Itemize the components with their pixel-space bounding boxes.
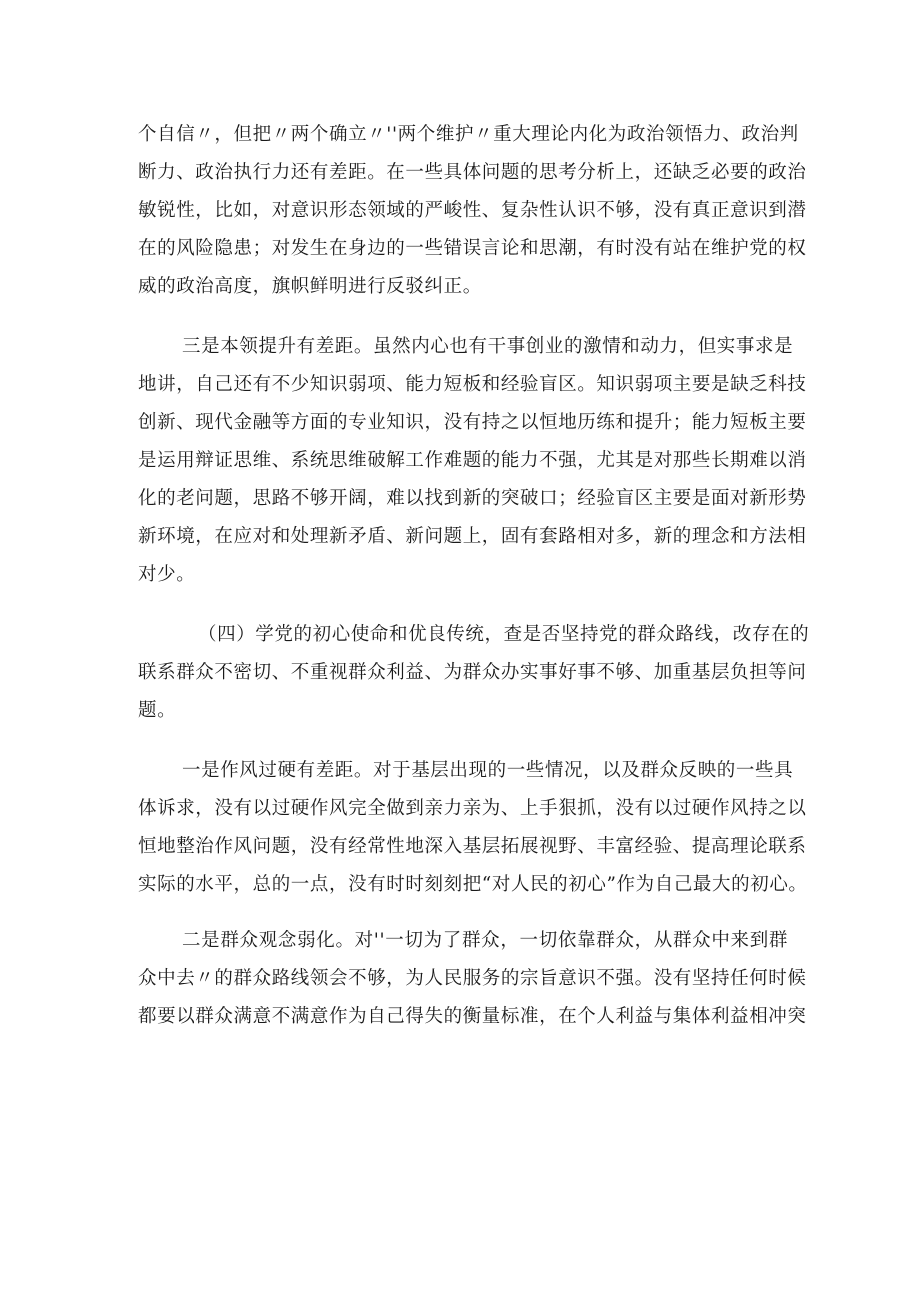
text-line: 威的政治高度，旗帜鲜明进行反驳纠正。 <box>138 276 482 297</box>
text-line: 在的风险隐患；对发生在身边的一些错误言论和思潮，有时没有站在维护党的权 <box>138 238 807 259</box>
text-line: 实际的水平，总的一点，没有时时刻刻把“对人民的初心”作为自己最大的初心。 <box>138 874 808 895</box>
text-line: 地讲，自己还有不少知识弱项、能力短板和经验盲区。知识弱项主要是缺乏科技 <box>138 374 807 395</box>
text-line: 新环境，在应对和处理新矛盾、新问题上，固有套路相对多，新的理念和方法相 <box>138 526 807 547</box>
text-line: 是运用辩证思维、系统思维破解工作难题的能力不强，尤其是对那些长期难以消 <box>138 450 807 471</box>
text-line: 联系群众不密切、不重视群众利益、为群众办实事好事不够、加重基层负担等问 <box>138 662 807 683</box>
paragraph-section-four-heading <box>138 616 810 730</box>
text-line: 敏锐性，比如，对意识形态领域的严峻性、复杂性认识不够，没有真正意识到潜 <box>138 200 807 221</box>
document-body <box>138 116 810 1036</box>
text-line: 题。 <box>138 700 177 721</box>
paragraph-work-style <box>138 752 808 904</box>
text-line: 创新、现代金融等方面的专业知识，没有持之以恒地历练和提升；能力短板主要 <box>138 412 807 433</box>
text-line: 都要以群众满意不满意作为自己得失的衡量标准，在个人利益与集体利益相冲突 <box>138 1006 807 1027</box>
text-line: 个自信〃，但把〃两个确立〃''两个维护〃重大理论内化为政治领悟力、政治判 <box>138 124 799 145</box>
text-line: 体诉求，没有以过硬作风完全做到亲力亲为、上手狠抓，没有以过硬作风持之以 <box>138 798 807 819</box>
paragraph-mass-concept <box>138 922 807 1036</box>
text-line: 恒地整治作风问题，没有经常性地深入基层拓展视野、丰富经验、提高理论联系 <box>138 836 807 857</box>
text-line: 三是本领提升有差距。虽然内心也有干事创业的激情和动力，但实事求是 <box>182 336 794 357</box>
paragraph-political-judgment <box>138 116 807 306</box>
text-line: （四）学党的初心使命和优良传统，查是否坚持党的群众路线，改存在的 <box>198 624 810 645</box>
text-line: 对少。 <box>138 564 196 585</box>
text-line: 二是群众观念弱化。对''一切为了群众，一切依靠群众，从群众中来到群 <box>182 930 788 951</box>
paragraph-ability-gap <box>138 328 807 594</box>
text-line: 一是作风过硬有差距。对于基层出现的一些情况，以及群众反映的一些具 <box>182 760 794 781</box>
text-line: 化的老问题，思路不够开阔，难以找到新的突破口；经验盲区主要是面对新形势 <box>138 488 807 509</box>
text-line: 断力、政治执行力还有差距。在一些具体问题的思考分析上，还缺乏必要的政治 <box>138 162 807 183</box>
text-line: 众中去〃的群众路线领会不够，为人民服务的宗旨意识不强。没有坚持任何时候 <box>138 968 807 989</box>
